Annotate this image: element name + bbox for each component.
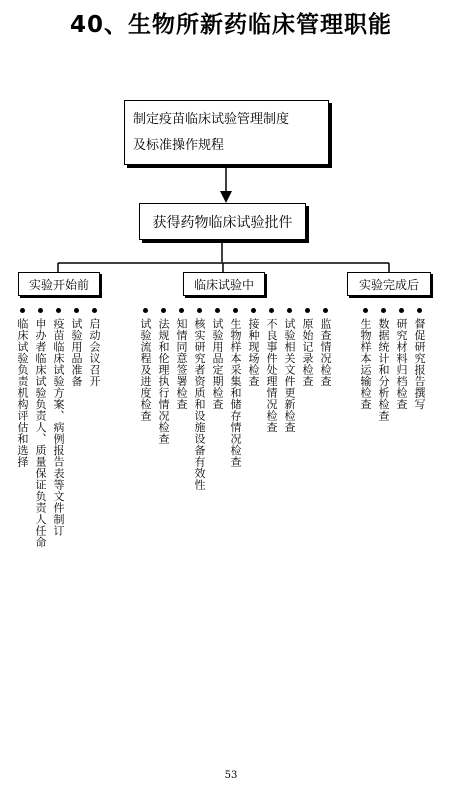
bullet-icon: [197, 308, 202, 313]
bullet-icon: [323, 308, 328, 313]
regulation-box: [124, 100, 329, 165]
bullet-icon: [251, 308, 256, 313]
bullet-icon: [20, 308, 25, 313]
bullet-icon: [363, 308, 368, 313]
phase-during-box: 临床试验中: [183, 272, 265, 296]
regulation-line-2: 及标准操作规程: [133, 137, 225, 153]
bullet-icon: [92, 308, 97, 313]
page-number: 53: [224, 770, 238, 781]
list-item: 临床试验负责机构评估和选择: [15, 308, 29, 468]
list-item: 数据统计和分析检查: [376, 308, 390, 422]
bullet-icon: [161, 308, 166, 313]
list-item: 试验相关文件更新检查: [282, 308, 296, 433]
list-item: 法规和伦理执行情况检查: [156, 308, 170, 445]
page-title: 40、生物所新药临床管理职能: [69, 12, 392, 38]
bullet-icon: [233, 308, 238, 313]
list-item: 监查情况检查: [318, 308, 332, 387]
list-item: 试验用品准备: [69, 308, 83, 387]
bullet-icon: [381, 308, 386, 313]
regulation-line-1: 制定疫苗临床试验管理制度: [133, 111, 290, 127]
bullet-icon: [56, 308, 61, 313]
bullet-icon: [143, 308, 148, 313]
list-item: 知情同意签署检查: [174, 308, 188, 410]
phase-after-box: 实验完成后: [347, 272, 431, 296]
list-item: 启动会议召开: [87, 308, 101, 387]
list-item: 试验流程及进度检查: [138, 308, 152, 422]
list-item: 原始记录检查: [300, 308, 314, 387]
list-item: 生物样本运输检查: [358, 308, 372, 410]
list-item: 试验用品定期检查: [210, 308, 224, 410]
bullet-icon: [38, 308, 43, 313]
list-item: 核实研究者资质和设施设备有效性: [192, 308, 206, 491]
bullet-icon: [287, 308, 292, 313]
list-item: 疫苗临床试验方案、病例报告表等文件制订: [51, 308, 65, 537]
bullet-icon: [269, 308, 274, 313]
list-item: 申办者临床试验负责人、质量保证负责人任命: [33, 308, 47, 548]
list-item: 接种现场检查: [246, 308, 260, 387]
bullet-icon: [179, 308, 184, 313]
bullet-icon: [417, 308, 422, 313]
bullet-icon: [305, 308, 310, 313]
list-item: 不良事件处理情况检查: [264, 308, 278, 433]
list-item: 生物样本采集和储存情况检查: [228, 308, 242, 468]
phase-before-box: 实验开始前: [18, 272, 100, 296]
bullet-icon: [399, 308, 404, 313]
bullet-icon: [215, 308, 220, 313]
approval-box: 获得药物临床试验批件: [139, 203, 306, 240]
list-item: 研究材料归档检查: [394, 308, 408, 410]
bullet-icon: [74, 308, 79, 313]
list-item: 督促研究报告撰写: [412, 308, 426, 410]
